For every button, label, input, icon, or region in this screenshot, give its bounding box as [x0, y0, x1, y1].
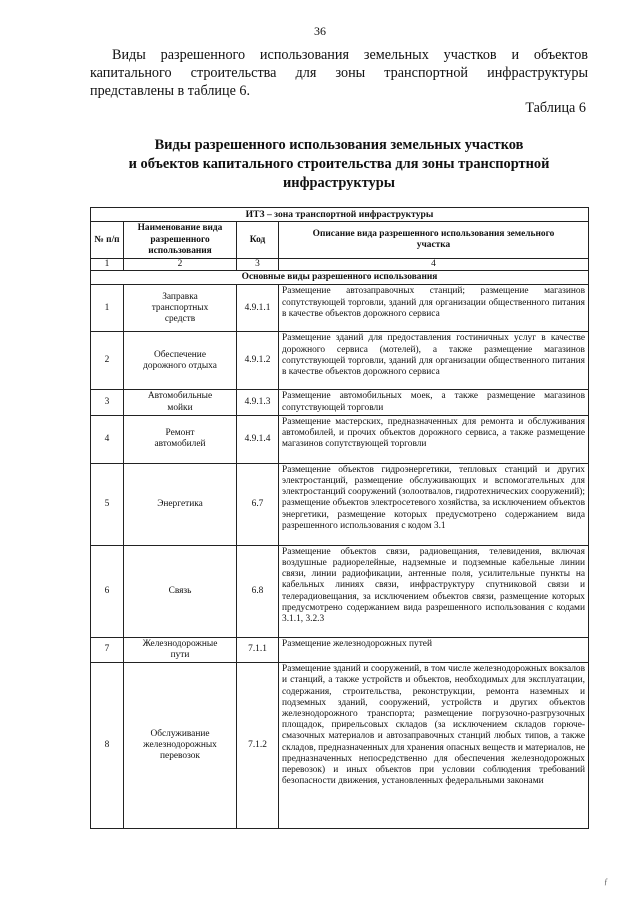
- row-name: Энергетика: [124, 463, 237, 545]
- row-description: Размещение железнодорожных путей: [279, 637, 589, 662]
- row-name: Связь: [124, 545, 237, 637]
- column-index: 2: [124, 259, 237, 271]
- column-index: 3: [237, 259, 279, 271]
- column-index-row: [91, 259, 589, 271]
- table-row: [91, 663, 589, 829]
- table-row: [91, 415, 589, 463]
- row-num: 4: [91, 415, 124, 463]
- row-num: 8: [91, 663, 124, 829]
- row-code: 6.7: [237, 463, 279, 545]
- zone-title: ИТЗ – зона транспортной инфраструктуры: [91, 208, 589, 222]
- row-num: 1: [91, 285, 124, 332]
- header-code: Код: [237, 222, 279, 259]
- heading-line: инфраструктуры: [283, 175, 395, 191]
- table-heading: [90, 136, 588, 193]
- row-name: Железнодорожные пути: [124, 637, 237, 662]
- heading-line: Виды разрешенного использования земельных участков: [154, 137, 524, 153]
- row-code: 4.9.1.4: [237, 415, 279, 463]
- row-name: Обслуживание железнодорожных перевозок: [124, 663, 237, 829]
- row-name: Обеспечение дорожного отдыха: [124, 332, 237, 390]
- row-description: Размещение автомобильных моек, а также размещение магазинов сопутствующей торговли: [279, 390, 589, 415]
- header-row: [91, 222, 589, 259]
- row-name: Ремонт автомобилей: [124, 415, 237, 463]
- page-number: 36: [314, 24, 326, 38]
- row-code: 4.9.1.2: [237, 332, 279, 390]
- section-title: Основные виды разрешенного использования: [91, 271, 589, 285]
- corner-mark: ƒ: [604, 877, 608, 886]
- header-name: Наименование вида разрешенного использования: [124, 222, 237, 259]
- row-description: Размещение зданий для предоставления гостиничных услуг в качестве дорожного сервиса (мотелей), а также размещение магазинов сопутствующей торговли, зданий для организации общественного питания в качестве объектов дорожного сервиса: [279, 332, 589, 390]
- row-description: Размещение объектов связи, радиовещания, телевидения, включая воздушные радиорелейные, надземные и подземные кабельные линии связи, линии радиофикации, антенные поля, усилительные пункты на кабельных линиях связи, инфраструктуру спутниковой связи и телерадиовещания, за исключением объектов связи, размещение которых предусмотрено содержанием вида разрешенного использования с кодами 3.1.1, 3.2.3: [279, 545, 589, 637]
- header-num: № п/п: [91, 222, 124, 259]
- row-name: Автомобильные мойки: [124, 390, 237, 415]
- row-name: Заправка транспортных средств: [124, 285, 237, 332]
- table-row: [91, 637, 589, 662]
- section-row: [91, 271, 589, 285]
- intro-paragraph: [90, 46, 588, 100]
- row-description: Размещение мастерских, предназначенных для ремонта и обслуживания автомобилей, и прочих объектов дорожного сервиса, а также размещение магазинов сопутствующей торговли: [279, 415, 589, 463]
- column-index: 4: [279, 259, 589, 271]
- row-code: 7.1.2: [237, 663, 279, 829]
- row-num: 7: [91, 637, 124, 662]
- intro-line: Виды разрешенного использования земельных участков и объектов: [112, 47, 588, 63]
- row-num: 5: [91, 463, 124, 545]
- row-num: 3: [91, 390, 124, 415]
- row-code: 7.1.1: [237, 637, 279, 662]
- row-code: 4.9.1.3: [237, 390, 279, 415]
- intro-line: капитального строительства для зоны транспортной инфраструктуры: [90, 65, 588, 81]
- column-index: 1: [91, 259, 124, 271]
- row-num: 2: [91, 332, 124, 390]
- row-description: Размещение автозаправочных станций; размещение магазинов сопутствующей торговли, зданий для организации общественного питания в качестве объектов дорожного сервиса: [279, 285, 589, 332]
- header-description: Описание вида разрешенного использования земельного участка: [279, 222, 589, 259]
- table-row: [91, 390, 589, 415]
- row-description: Размещение объектов гидроэнергетики, тепловых станций и других электростанций, размещение обслуживающих и вспомогательных для электростанций сооружений (золоотвалов, гидротехнических сооружений); размещение объектов электросетевого хозяйства, за исключением объектов энергетики, размещение которых предусмотрено содержанием вида разрешенного использования с кодом 3.1: [279, 463, 589, 545]
- table-label: Таблица 6: [525, 100, 586, 116]
- row-description: Размещение зданий и сооружений, в том числе железнодорожных вокзалов и станций, а также устройств и объектов, необходимых для эксплуатации, содержания, строительства, реконструкции, ремонта наземных и подземных зданий, сооружений, устройств и других объектов железнодорожного транспорта; размещение погрузочно-разгрузочных площадок, прирельсовых складов (за исключением складов горюче-смазочных материалов и автозаправочных станций любых типов, а также складов, предназначенных для хранения опасных веществ и материалов, не предназначенных непосредственно для обеспечения железнодорожных перевозок) и иных объектов при условии соблюдения требований безопасности движения, установленных федеральными законами: [279, 663, 589, 829]
- table-row: [91, 463, 589, 545]
- table-row: [91, 332, 589, 390]
- heading-line: и объектов капитального строительства для зоны транспортной: [128, 156, 550, 172]
- row-code: 6.8: [237, 545, 279, 637]
- table-row: [91, 285, 589, 332]
- row-num: 6: [91, 545, 124, 637]
- table-row: [91, 545, 589, 637]
- zone-row: [91, 208, 589, 222]
- intro-line: представлены в таблице 6.: [90, 83, 251, 99]
- land-use-table: [90, 207, 589, 829]
- row-code: 4.9.1.1: [237, 285, 279, 332]
